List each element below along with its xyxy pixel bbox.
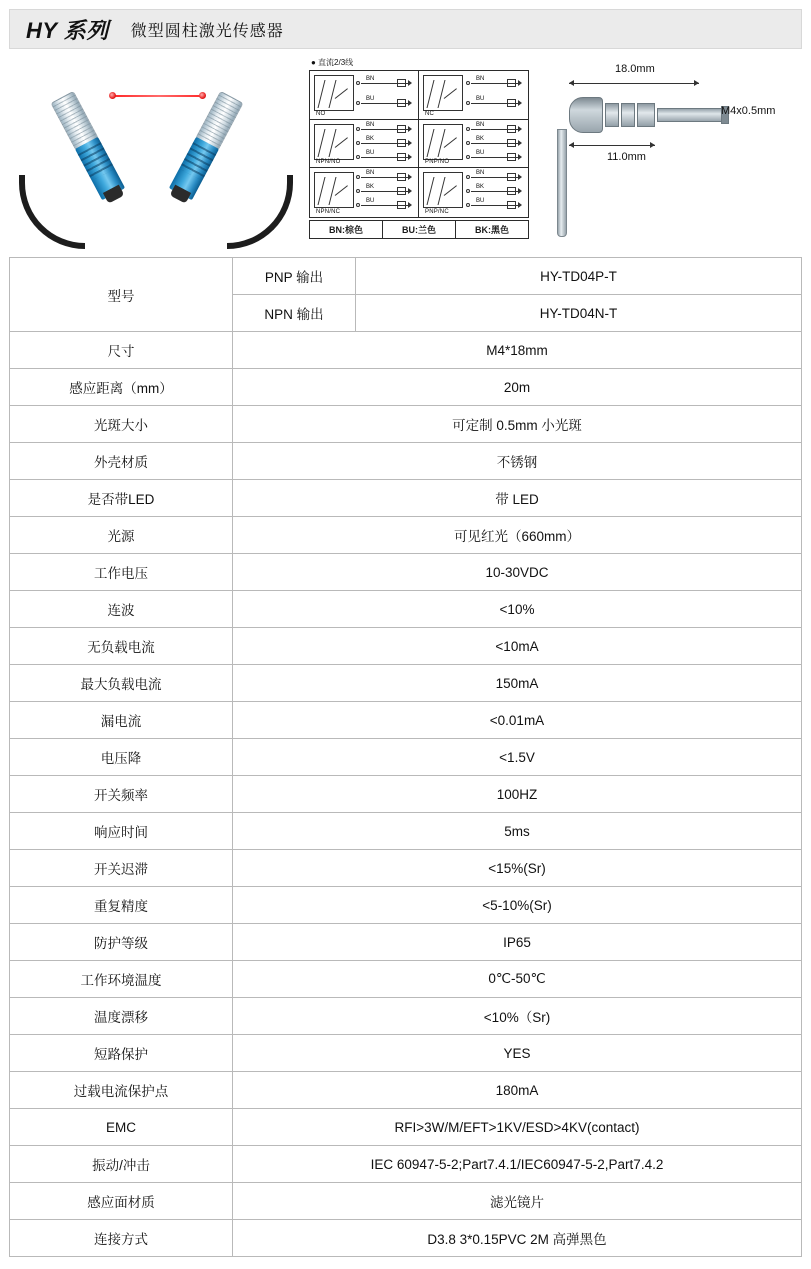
- terminal-dot-icon: [466, 101, 470, 105]
- specification-table: [9, 257, 802, 1257]
- spec-label: 漏电流: [10, 702, 233, 739]
- spec-value: 可定制 0.5mm 小光斑: [233, 406, 802, 443]
- wire-list: [356, 121, 414, 162]
- spec-value: 0℃-50℃: [233, 961, 802, 998]
- table-row: [10, 369, 802, 406]
- arrow-icon: [518, 126, 522, 132]
- laser-dot-right: [199, 92, 206, 99]
- terminal-dot-icon: [356, 101, 360, 105]
- spec-label: 尺寸: [10, 332, 233, 369]
- spec-value: D3.8 3*0.15PVC 2M 高弹黑色: [233, 1220, 802, 1257]
- wire-row: [466, 96, 522, 107]
- table-row: [10, 776, 802, 813]
- spec-label: 工作环境温度: [10, 961, 233, 998]
- arrow-icon: [518, 154, 522, 160]
- wire-row: [356, 135, 412, 147]
- table-row: [10, 1035, 802, 1072]
- load-box-icon: [507, 139, 516, 147]
- wire-row: [356, 184, 412, 195]
- wiring-cell: [419, 168, 528, 217]
- wire-label: BK: [476, 135, 485, 142]
- wire-label: BU: [366, 149, 375, 156]
- wire-row: [466, 184, 522, 195]
- sensor-segment: [621, 103, 635, 127]
- spec-value-pnp: HY-TD04P-T: [356, 258, 802, 295]
- legend-bk: BK:黑色: [475, 225, 509, 235]
- wire-label: BU: [476, 96, 485, 102]
- wiring-mode-label: NPN/NO: [316, 159, 341, 166]
- arrow-icon: [518, 202, 522, 208]
- switch-symbol-icon: [423, 75, 463, 111]
- wire-list: [356, 172, 414, 210]
- terminal-dot-icon: [356, 189, 360, 193]
- wire-label: BU: [476, 198, 485, 205]
- table-row: [10, 443, 802, 480]
- table-row: [10, 258, 802, 295]
- table-row: [10, 739, 802, 776]
- spec-value: 可见红光（660mm）: [233, 517, 802, 554]
- wiring-diagram: [305, 57, 533, 245]
- spec-label: 感应面材质: [10, 1183, 233, 1220]
- spec-label: 是否带LED: [10, 480, 233, 517]
- spec-value: IEC 60947-5-2;Part7.4.1/IEC60947-5-2,Part7.4.2: [233, 1146, 802, 1183]
- arrow-icon: [408, 80, 412, 86]
- wiring-grid: [309, 70, 529, 218]
- spec-value: <10mA: [233, 628, 802, 665]
- arrow-icon: [408, 202, 412, 208]
- spec-label: 防护等级: [10, 924, 233, 961]
- wire-list: [466, 121, 524, 162]
- terminal-dot-icon: [356, 141, 360, 145]
- datasheet-page: [0, 9, 811, 1257]
- wire-label: BU: [476, 149, 485, 156]
- laser-beam: [115, 95, 203, 97]
- arrow-icon: [408, 154, 412, 160]
- switch-symbol-icon: [314, 75, 354, 111]
- spec-value: <1.5V: [233, 739, 802, 776]
- load-box-icon: [397, 79, 406, 87]
- terminal-dot-icon: [356, 203, 360, 207]
- table-row: [10, 406, 802, 443]
- wire-row: [466, 170, 522, 181]
- wire-label: BN: [366, 121, 375, 128]
- wiring-cell: [310, 71, 419, 120]
- arrow-icon: [408, 140, 412, 146]
- page-subtitle: 微型圆柱激光传感器: [130, 22, 284, 40]
- spec-label: 外壳材质: [10, 443, 233, 480]
- table-row: [10, 961, 802, 998]
- spec-value: 150mA: [233, 665, 802, 702]
- spec-value: 滤光镜片: [233, 1183, 802, 1220]
- sensor-segment: [637, 103, 655, 127]
- dimension-head-arrow: [569, 145, 655, 146]
- spec-value: 180mA: [233, 1072, 802, 1109]
- table-row: [10, 702, 802, 739]
- wiring-cell: [310, 168, 419, 217]
- spec-label: 振动/冲击: [10, 1146, 233, 1183]
- terminal-dot-icon: [356, 127, 360, 131]
- spec-value: M4*18mm: [233, 332, 802, 369]
- wiring-mode-label: NPN/NC: [316, 209, 341, 215]
- spec-value: <10%: [233, 591, 802, 628]
- spec-value: <15%(Sr): [233, 850, 802, 887]
- arrow-icon: [408, 100, 412, 106]
- spec-label: 无负载电流: [10, 628, 233, 665]
- wire-row: [466, 149, 522, 161]
- spec-value: <0.01mA: [233, 702, 802, 739]
- spec-value: 20m: [233, 369, 802, 406]
- load-box-icon: [507, 79, 516, 87]
- spec-label: 感应距离（mm）: [10, 369, 233, 406]
- wire-label: BN: [476, 121, 485, 128]
- table-row: [10, 628, 802, 665]
- arrow-icon: [518, 174, 522, 180]
- terminal-dot-icon: [356, 155, 360, 159]
- wire-row: [466, 198, 522, 209]
- wire-label: BU: [366, 96, 375, 102]
- arrow-icon: [518, 80, 522, 86]
- spec-label: 工作电压: [10, 554, 233, 591]
- cable-left: [19, 175, 85, 249]
- spec-sub-npn: NPN 输出: [233, 295, 356, 332]
- arrow-icon: [408, 126, 412, 132]
- dimension-length-label: 18.0mm: [615, 63, 655, 75]
- legend-bn: BN:棕色: [310, 221, 383, 238]
- wiring-cell: [310, 120, 419, 169]
- wire-row: [356, 121, 412, 133]
- arrow-icon: [518, 100, 522, 106]
- switch-symbol-icon: [314, 172, 354, 208]
- wire-list: [356, 75, 414, 113]
- arrow-icon: [408, 188, 412, 194]
- spec-value: IP65: [233, 924, 802, 961]
- table-row: [10, 850, 802, 887]
- wire-label: BK: [366, 184, 375, 191]
- spec-label: 开关频率: [10, 776, 233, 813]
- load-box-icon: [397, 201, 406, 209]
- table-row: [10, 887, 802, 924]
- wire-list: [466, 172, 524, 210]
- load-box-icon: [507, 153, 516, 161]
- table-row: [10, 998, 802, 1035]
- illustration-band: [9, 49, 802, 257]
- wiring-mode-label: PNP/NO: [425, 159, 450, 166]
- wire-label: BN: [366, 170, 375, 177]
- spec-label: 连接方式: [10, 1220, 233, 1257]
- page-header: [9, 9, 802, 49]
- spec-label: 温度漂移: [10, 998, 233, 1035]
- wire-row: [356, 170, 412, 181]
- arrow-icon: [408, 174, 412, 180]
- wire-list: [466, 75, 524, 113]
- switch-symbol-icon: [423, 124, 463, 160]
- wire-label: BN: [476, 76, 485, 82]
- load-box-icon: [397, 125, 406, 133]
- table-row: [10, 665, 802, 702]
- sensor-thread-rod: [657, 108, 723, 122]
- product-photo: [11, 57, 295, 245]
- table-row: [10, 1072, 802, 1109]
- spec-value-npn: HY-TD04N-T: [356, 295, 802, 332]
- terminal-dot-icon: [356, 175, 360, 179]
- dimension-thread-label: M4x0.5mm: [721, 105, 776, 117]
- spec-label: 响应时间: [10, 813, 233, 850]
- brand-title: HY 系列: [26, 17, 109, 43]
- load-box-icon: [507, 125, 516, 133]
- table-row: [10, 517, 802, 554]
- sensor-segment: [605, 103, 619, 127]
- spec-label: 过载电流保护点: [10, 1072, 233, 1109]
- spec-label: 重复精度: [10, 887, 233, 924]
- legend-bu: BU:兰色: [383, 221, 456, 238]
- wiring-caption: ● 直流2/3线: [311, 58, 354, 67]
- wire-label: BN: [366, 76, 375, 82]
- spec-value: <10%（Sr): [233, 998, 802, 1035]
- wire-row: [356, 198, 412, 209]
- terminal-dot-icon: [466, 81, 470, 85]
- wiring-cell: [419, 120, 528, 169]
- spec-value: YES: [233, 1035, 802, 1072]
- spec-label: 光斑大小: [10, 406, 233, 443]
- spec-value: 不锈钢: [233, 443, 802, 480]
- load-box-icon: [397, 173, 406, 181]
- wire-row: [356, 96, 412, 107]
- spec-label: 最大负载电流: [10, 665, 233, 702]
- table-row: [10, 1220, 802, 1257]
- terminal-dot-icon: [466, 203, 470, 207]
- wiring-mode-label: NO: [316, 110, 326, 117]
- load-box-icon: [507, 173, 516, 181]
- wire-color-legend: [309, 220, 529, 239]
- sensor-outline: [569, 95, 739, 137]
- spec-value: 100HZ: [233, 776, 802, 813]
- load-box-icon: [397, 153, 406, 161]
- spec-value: <5-10%(Sr): [233, 887, 802, 924]
- load-box-icon: [397, 99, 406, 107]
- load-box-icon: [397, 139, 406, 147]
- dimension-drawing: [549, 57, 809, 245]
- spec-label: 短路保护: [10, 1035, 233, 1072]
- cable-right: [227, 175, 293, 249]
- spec-label: 连波: [10, 591, 233, 628]
- wiring-cell: [419, 71, 528, 120]
- table-row: [10, 924, 802, 961]
- wire-row: [466, 135, 522, 147]
- arrow-icon: [518, 140, 522, 146]
- spec-label: EMC: [10, 1109, 233, 1146]
- dimension-length-arrow: [569, 83, 699, 84]
- spec-value: 5ms: [233, 813, 802, 850]
- wire-label: BU: [366, 198, 375, 205]
- spec-label-model: 型号: [10, 258, 233, 332]
- terminal-dot-icon: [466, 141, 470, 145]
- wire-row: [466, 121, 522, 133]
- wire-row: [356, 76, 412, 87]
- sensor-cable-shape: [557, 129, 567, 237]
- laser-dot-left: [109, 92, 116, 99]
- wire-row: [356, 149, 412, 161]
- sensor-head-shape: [569, 97, 603, 133]
- table-row: [10, 1146, 802, 1183]
- spec-value: 10-30VDC: [233, 554, 802, 591]
- terminal-dot-icon: [356, 81, 360, 85]
- terminal-dot-icon: [466, 189, 470, 193]
- table-row: [10, 480, 802, 517]
- table-row: [10, 332, 802, 369]
- table-row: [10, 554, 802, 591]
- terminal-dot-icon: [466, 127, 470, 131]
- table-row: [10, 1109, 802, 1146]
- dimension-head-label: 11.0mm: [607, 151, 646, 163]
- spec-value: 带 LED: [233, 480, 802, 517]
- table-row: [10, 591, 802, 628]
- spec-label: 电压降: [10, 739, 233, 776]
- load-box-icon: [507, 201, 516, 209]
- spec-label: 光源: [10, 517, 233, 554]
- wire-label: BK: [476, 184, 485, 191]
- spec-sub-pnp: PNP 输出: [233, 258, 356, 295]
- switch-symbol-icon: [423, 172, 463, 208]
- load-box-icon: [507, 187, 516, 195]
- load-box-icon: [397, 187, 406, 195]
- arrow-icon: [518, 188, 522, 194]
- wire-row: [466, 76, 522, 87]
- wiring-mode-label: PNP/NC: [425, 209, 449, 215]
- load-box-icon: [507, 99, 516, 107]
- table-row: [10, 813, 802, 850]
- wire-label: BK: [366, 135, 375, 142]
- spec-label: 开关迟滞: [10, 850, 233, 887]
- wiring-mode-label: NC: [425, 110, 435, 117]
- table-row: [10, 1183, 802, 1220]
- spec-value: RFI>3W/M/EFT>1KV/ESD>4KV(contact): [233, 1109, 802, 1146]
- switch-symbol-icon: [314, 124, 354, 160]
- wire-label: BN: [476, 170, 485, 177]
- terminal-dot-icon: [466, 175, 470, 179]
- terminal-dot-icon: [466, 155, 470, 159]
